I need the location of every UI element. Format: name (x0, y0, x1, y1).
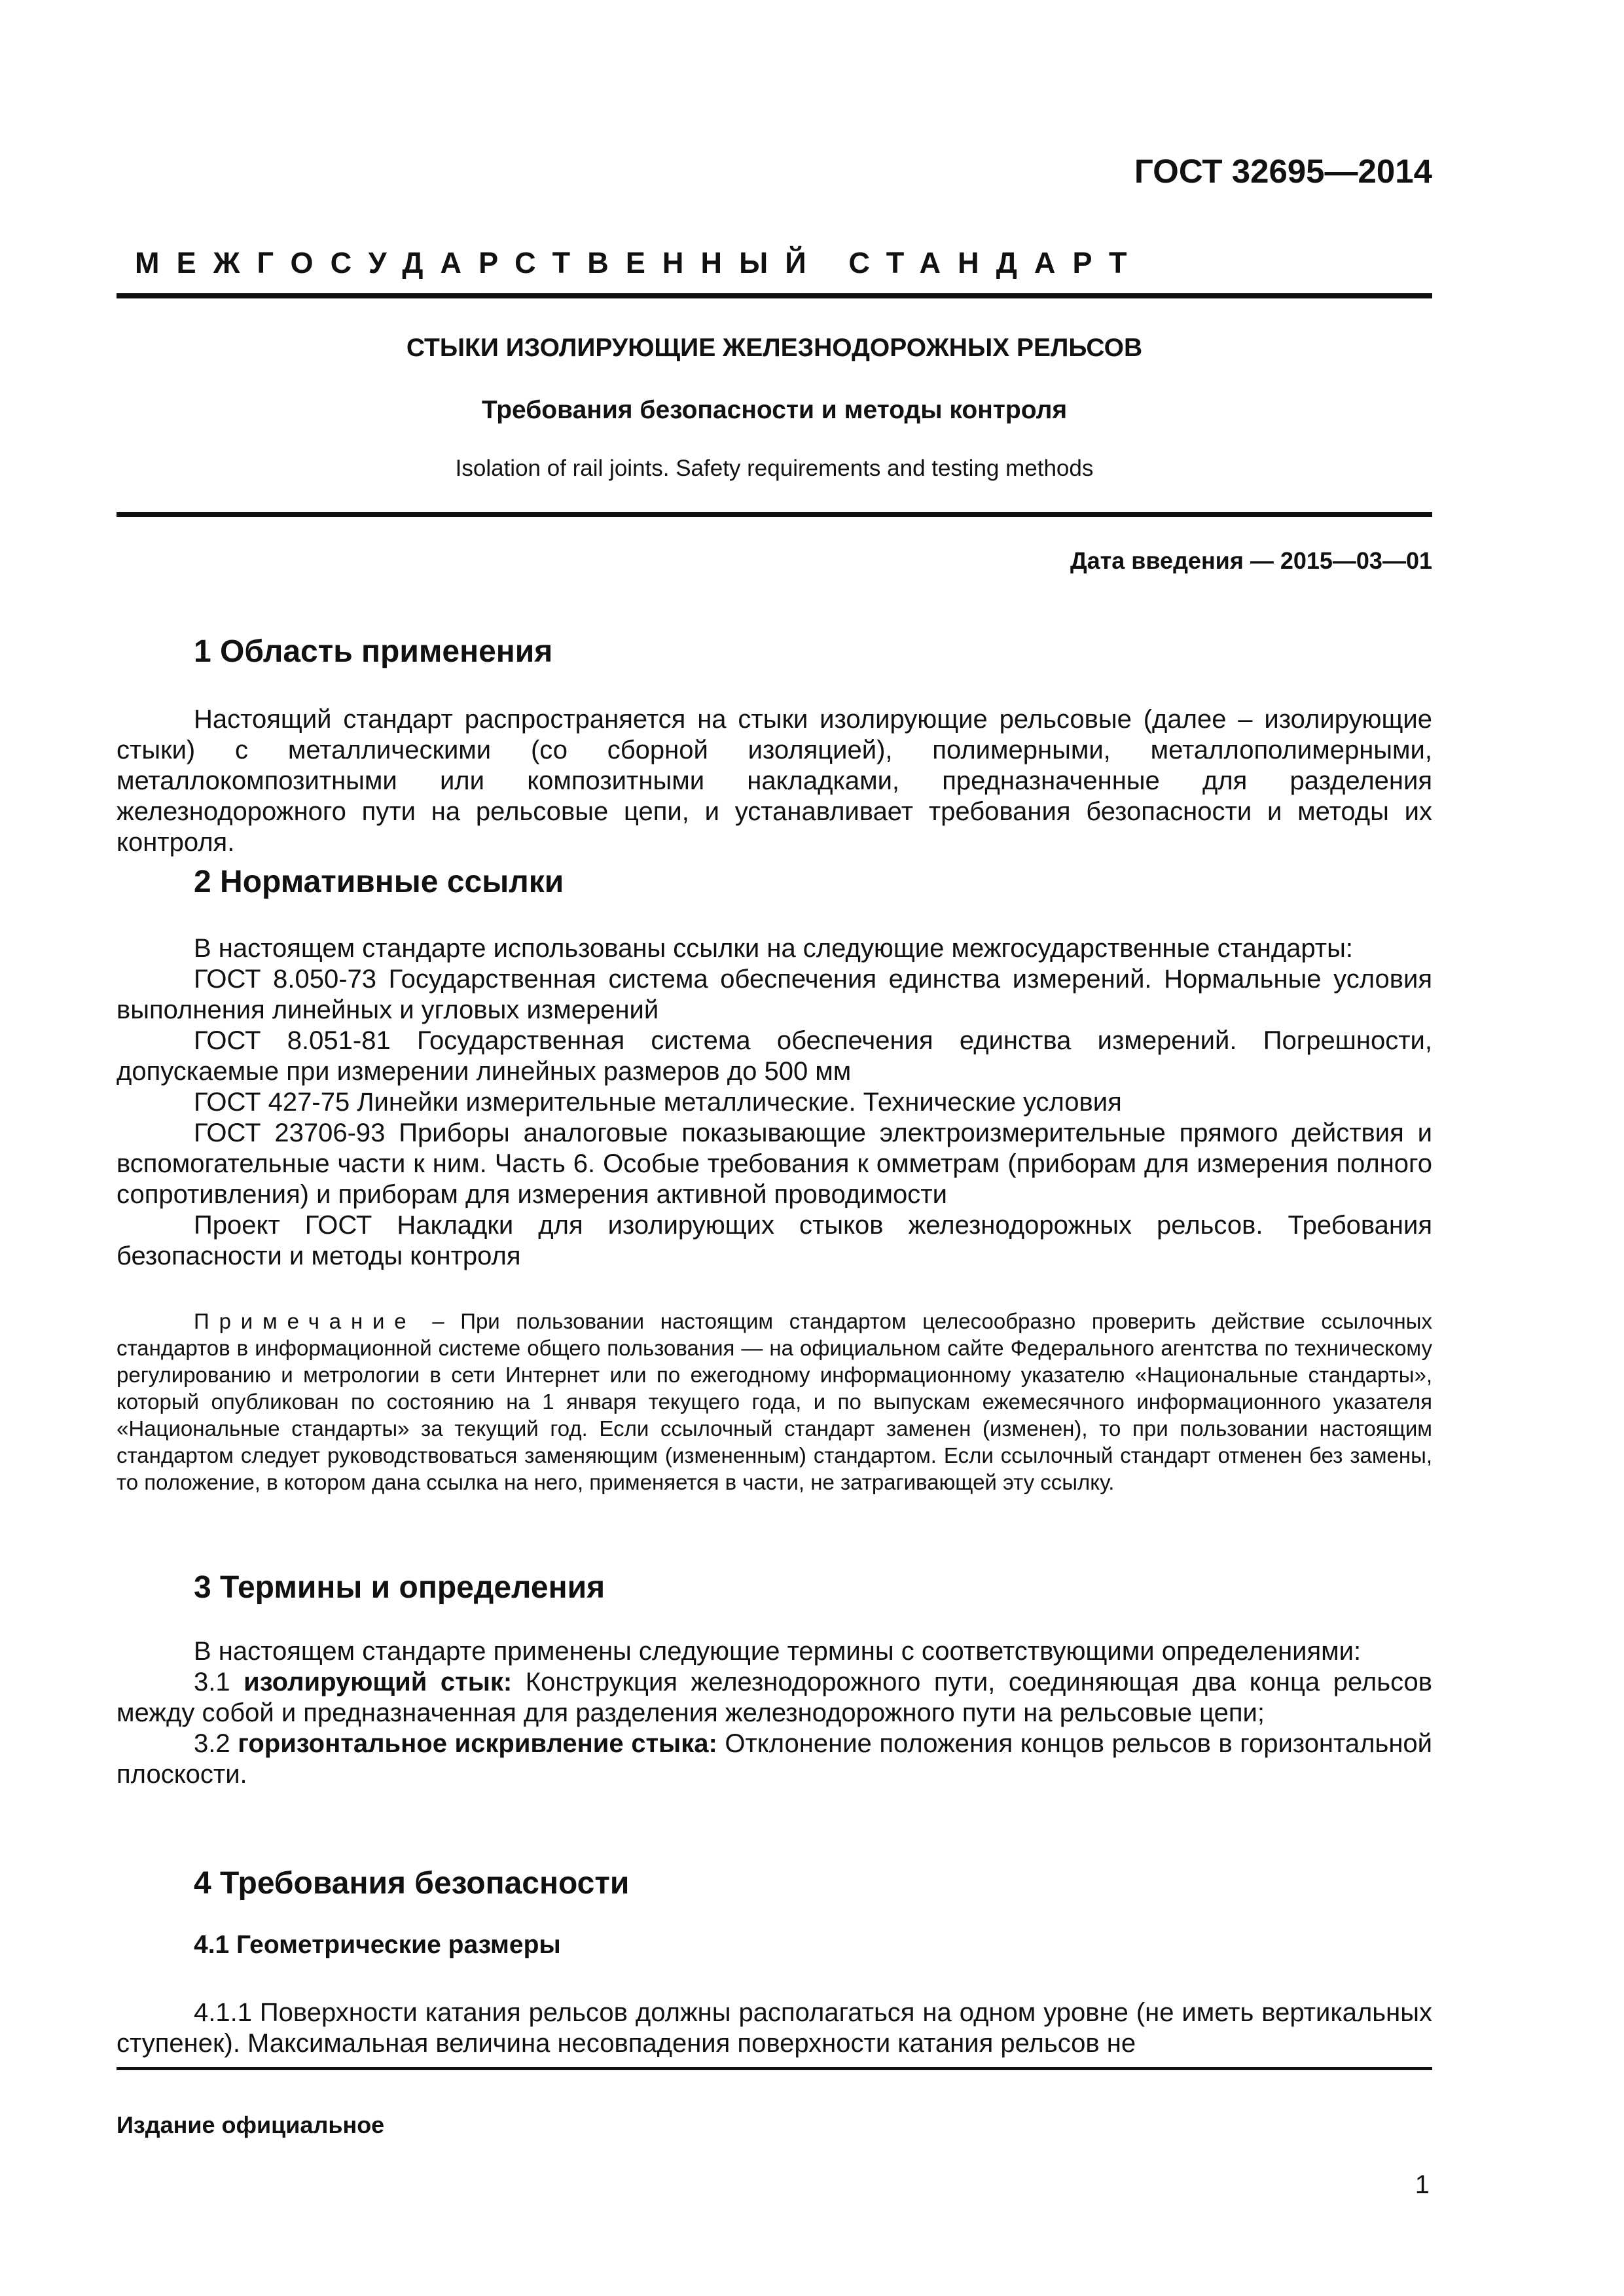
section-3-terms (117, 1636, 1432, 1790)
official-edition-label: Издание официальное (117, 2111, 385, 2138)
section-4-heading: 4 Требования безопасности (194, 1866, 630, 1901)
reference-item: ГОСТ 8.050-73 Государственная система обеспечения единства измерений. Нормальные условия выполнения линейных и угловых измерений (117, 965, 1432, 1024)
terms-intro: В настоящем стандарте применены следующие термины с соответствующими определениями: (194, 1637, 1362, 1666)
references-intro: В настоящем стандарте использованы ссылки на следующие межгосударственные стандарты: (194, 934, 1353, 963)
term-number: 3.2 (194, 1729, 238, 1758)
introduction-date: Дата введения — 2015—03—01 (1070, 547, 1432, 574)
footer-rule (117, 2067, 1432, 2070)
title-rule (117, 512, 1432, 517)
section-2-references (117, 933, 1432, 1272)
document-subtitle: Требования безопасности и методы контроля (481, 396, 1068, 424)
reference-item: Проект ГОСТ Накладки для изолирующих стыков железнодорожных рельсов. Требования безопасности и методы контроля (117, 1211, 1432, 1270)
term-definition: Конструкция железнодорожного пути, соединяющая два конца рельсов между собой и предназначенная для разделения железнодорожного пути на рельсовые цепи; (117, 1668, 1433, 1727)
term-number: 3.1 (194, 1668, 244, 1696)
document-title: СТЫКИ ИЗОЛИРУЮЩИЕ ЖЕЛЕЗНОДОРОЖНЫХ РЕЛЬСОВ (406, 334, 1143, 362)
document-title-english: Isolation of rail joints. Safety requirements and testing methods (455, 456, 1094, 481)
section-4-text (117, 1998, 1432, 2059)
section-3-heading: 3 Термины и определения (194, 1570, 605, 1605)
section-1-heading: 1 Область применения (194, 634, 553, 669)
term-item (117, 1729, 1432, 1790)
reference-item: ГОСТ 427-75 Линейки измерительные металлические. Технические условия (194, 1088, 1122, 1117)
term-item (117, 1667, 1432, 1729)
reference-item: ГОСТ 23706-93 Приборы аналоговые показывающие электроизмерительные прямого действия и вспомогательные части к ним. Часть 6. Особые требования к омметрам (приборам для измерения полного сопротивления) и приборам для измерения активной проводимости (117, 1119, 1432, 1209)
scope-paragraph: Настоящий стандарт распространяется на стыки изолирующие рельсовые (далее – изолирующие стыки) с металлическими (со сборной изоляцией), полимерными, металлополимерными, металлокомпозитными или композитными накладками, предназначенные для разделения железнодорожного пути на рельсовые цепи, и устанавливает требования безопасности и методы их контроля. (117, 705, 1432, 857)
term-name: изолирующий стык: (244, 1668, 513, 1696)
top-rule (117, 293, 1432, 298)
term-name: горизонтальное искривление стыка: (238, 1729, 717, 1758)
note-text: – При пользовании настоящим стандартом целесообразно проверить действие ссылочных стандартов в информационной системе общего пользования — на официальном сайте Федерального агентства по техническому регулированию и метрологии в сети Интернет или по ежегодному информационному указателю «Национальные стандарты», который опубликован по состоянию на 1 января текущего года, и по выпускам ежемесячного информационного указателя «Национальные стандарты» за текущий год. Если ссылочный стандарт заменен (изменен), то при пользовании настоящим стандартом следует руководствоваться заменяющим (измененным) стандартом. Если ссылочный стандарт отменен без замены, то положение, в котором дана ссылка на него, применяется в части, не затрагивающей эту ссылку. (117, 1309, 1432, 1494)
reference-item: ГОСТ 8.051-81 Государственная система обеспечения единства измерений. Погрешности, допускаемые при измерении линейных размеров до 500 мм (117, 1026, 1432, 1086)
term-definition: Отклонение положения концов рельсов в горизонтальной плоскости. (117, 1729, 1433, 1789)
interstate-standard-heading: МЕЖГОСУДАРСТВЕННЫЙ СТАНДАРТ (135, 246, 1144, 279)
document-number: ГОСТ 32695—2014 (1134, 152, 1432, 190)
document-page (117, 0, 1432, 2296)
section-4-1-heading: 4.1 Геометрические размеры (194, 1931, 561, 1959)
note-label: Примечание (194, 1309, 416, 1333)
references-note (117, 1308, 1432, 1496)
section-2-heading: 2 Нормативные ссылки (194, 865, 564, 899)
section-1-text (117, 704, 1432, 858)
clause-4-1-1: 4.1.1 Поверхности катания рельсов должны располагаться на одном уровне (не иметь вертикальных ступенек). Максимальная величина несовпадения поверхности катания рельсов не (117, 1998, 1432, 2058)
page-number: 1 (1415, 2170, 1430, 2199)
